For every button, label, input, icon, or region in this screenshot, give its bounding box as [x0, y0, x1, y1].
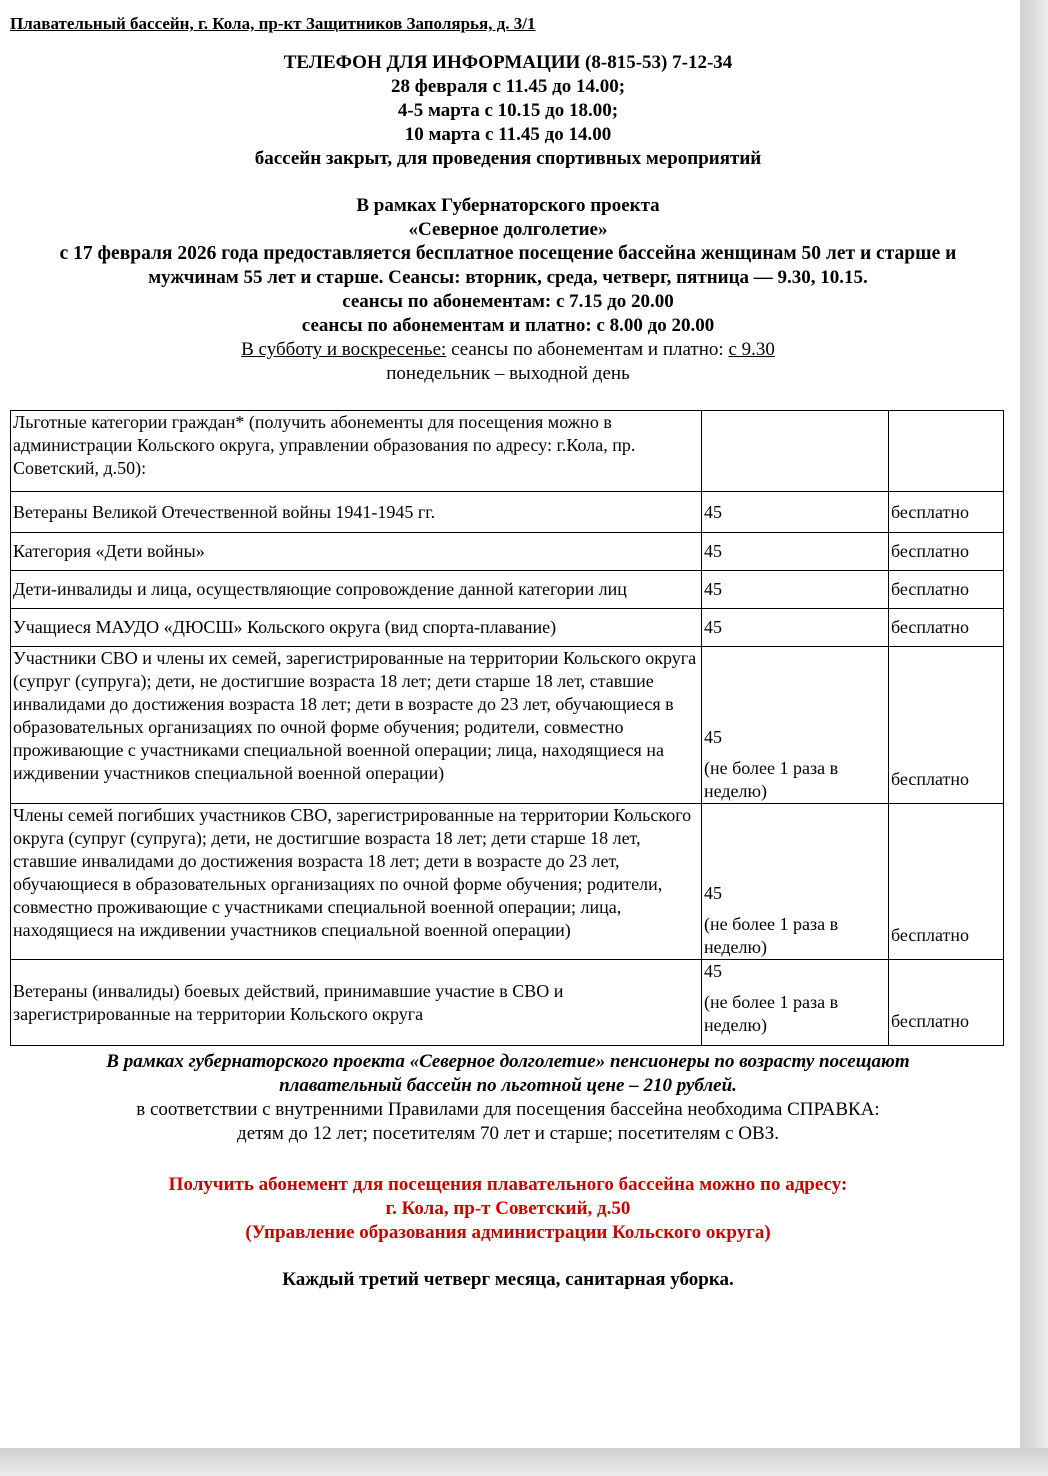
- category-cell: Учащиеся МАУДО «ДЮСШ» Кольского округа (вид спорта-плавание): [11, 609, 702, 647]
- project-text: мужчинам 55 лет и старше. Сеансы: вторник, среда, четверг, пятница — 9.30, 10.15.: [148, 267, 868, 288]
- price-cell: бесплатно: [889, 647, 1004, 804]
- weekend-schedule: [0, 338, 1016, 362]
- minutes-cell: 45: [702, 533, 889, 571]
- closure-date: 10 марта с 11.45 до 14.00: [404, 124, 612, 145]
- project-block: [0, 194, 1016, 386]
- pension-text: В рамках губернаторского проекта «Северное долголетие» пенсионеры по возрасту посещают: [106, 1051, 910, 1072]
- table-row: [11, 609, 1004, 647]
- minutes-cell: [702, 804, 889, 960]
- rules-text: в соответствии с внутренними Правилами для посещения бассейна необходима СПРАВКА:: [136, 1099, 880, 1120]
- weekend-time: с 9.30: [728, 339, 775, 360]
- closed-reason: бассейн закрыт, для проведения спортивных мероприятий: [254, 148, 762, 169]
- category-cell: Члены семей погибших участников СВО, зарегистрированные на территории Кольского округа (супруг (супруга); дети, не достигшие возраста 18 лет; дети старше 18 лет, ставшие инвалидами до достижения возраста 18 лет; дети в возрасте до 23 лет, обучающиеся в образовательных организациях по очной форме обучения; родители, совместно проживающие с участниками специальной военной операции; лица, находящиеся на иждивении участников специальной военной операции): [11, 804, 702, 960]
- price-cell: бесплатно: [889, 571, 1004, 609]
- visit-limit: (не более 1 раза в неделю): [704, 992, 839, 1035]
- cleaning-text: Каждый третий четверг месяца, санитарная уборка.: [282, 1269, 734, 1290]
- weekend-text: сеансы по абонементам и платно:: [446, 339, 729, 360]
- table-header-row: [11, 411, 1004, 492]
- minutes-cell: 45: [702, 571, 889, 609]
- price-cell: бесплатно: [889, 492, 1004, 533]
- category-cell: Участники СВО и члены их семей, зарегистрированные на территории Кольского округа (супруг (супруга); дети, не достигшие возраста 18 лет; дети старше 18 лет, ставшие инвалидами до достижения возраста 18 лет; дети в возрасте до 23 лет, обучающиеся в образовательных организациях по очной форме обучения; родители, совместно проживающие с участниками специальной военной операции; лица, находящиеся на иждивении участников специальной военной операции): [11, 647, 702, 804]
- pension-text: плавательный бассейн по льготной цене – 210 рублей.: [279, 1075, 737, 1096]
- closure-date: 4-5 марта с 10.15 до 18.00;: [397, 100, 619, 121]
- project-title: В рамках Губернаторского проекта: [356, 195, 660, 216]
- pool-address: Плавательный бассейн, г. Кола, пр-кт Защитников Заполярья, д. 3/1: [10, 14, 536, 33]
- weekend-label: В субботу и воскресенье:: [241, 339, 447, 360]
- phone-line: ТЕЛЕФОН ДЛЯ ИНФОРМАЦИИ (8-815-53) 7-12-34: [283, 52, 733, 73]
- info-block: [0, 51, 1016, 171]
- closure-date: 28 февраля с 11.45 до 14.00;: [390, 76, 626, 97]
- table-row: [11, 571, 1004, 609]
- table-cell: [702, 411, 889, 492]
- table-row: [11, 960, 1004, 1046]
- minutes-value: 45: [704, 883, 722, 903]
- project-name: «Северное долголетие»: [408, 219, 608, 240]
- monday-note: понедельник – выходной день: [386, 363, 630, 384]
- table-row: [11, 804, 1004, 960]
- minutes-cell: 45: [702, 609, 889, 647]
- minutes-cell: [702, 647, 889, 804]
- category-cell: Ветераны Великой Отечественной войны 1941-1945 гг.: [11, 492, 702, 533]
- table-row: [11, 492, 1004, 533]
- rules-text: детям до 12 лет; посетителям 70 лет и старше; посетителям с ОВЗ.: [237, 1123, 779, 1144]
- subscription-text: Получить абонемент для посещения плавательного бассейна можно по адресу:: [168, 1174, 848, 1195]
- sessions-subscription: сеансы по абонементам: с 7.15 до 20.00: [342, 291, 674, 312]
- category-cell: Дети-инвалиды и лица, осуществляющие сопровождение данной категории лиц: [11, 571, 702, 609]
- subscription-address: г. Кола, пр-т Советский, д.50: [385, 1198, 631, 1219]
- table-header-cell: Льготные категории граждан* (получить абонементы для посещения можно в администрации Кольского округа, управлении образования по адресу: г.Кола, пр. Советский, д.50):: [11, 411, 702, 492]
- minutes-value: 45: [704, 727, 722, 747]
- price-cell: бесплатно: [889, 960, 1004, 1046]
- price-cell: бесплатно: [889, 533, 1004, 571]
- minutes-value: 45: [704, 961, 722, 981]
- subscription-office: (Управление образования администрации Кольского округа): [245, 1222, 771, 1243]
- subscription-note: [0, 1173, 1016, 1245]
- table-row: [11, 533, 1004, 571]
- minutes-cell: 45: [702, 492, 889, 533]
- price-cell: бесплатно: [889, 804, 1004, 960]
- table-cell: [889, 411, 1004, 492]
- cleaning-note: [0, 1268, 1016, 1292]
- sessions-paid: сеансы по абонементам и платно: с 8.00 до 20.00: [301, 315, 715, 336]
- pension-note: [0, 1050, 1016, 1146]
- table-row: [11, 647, 1004, 804]
- visit-limit: (не более 1 раза в неделю): [704, 758, 839, 801]
- category-cell: Ветераны (инвалиды) боевых действий, принимавшие участие в СВО и зарегистрированные на территории Кольского округа: [11, 960, 702, 1046]
- benefits-table: [10, 410, 1004, 1046]
- project-text: с 17 февраля 2026 года предоставляется бесплатное посещение бассейна женщинам 50 лет и старше и: [59, 243, 957, 264]
- visit-limit: (не более 1 раза в неделю): [704, 914, 839, 957]
- price-cell: бесплатно: [889, 609, 1004, 647]
- minutes-cell: [702, 960, 889, 1046]
- page-shadow: [0, 1448, 1048, 1476]
- category-cell: Категория «Дети войны»: [11, 533, 702, 571]
- page-shadow: [1020, 0, 1048, 1476]
